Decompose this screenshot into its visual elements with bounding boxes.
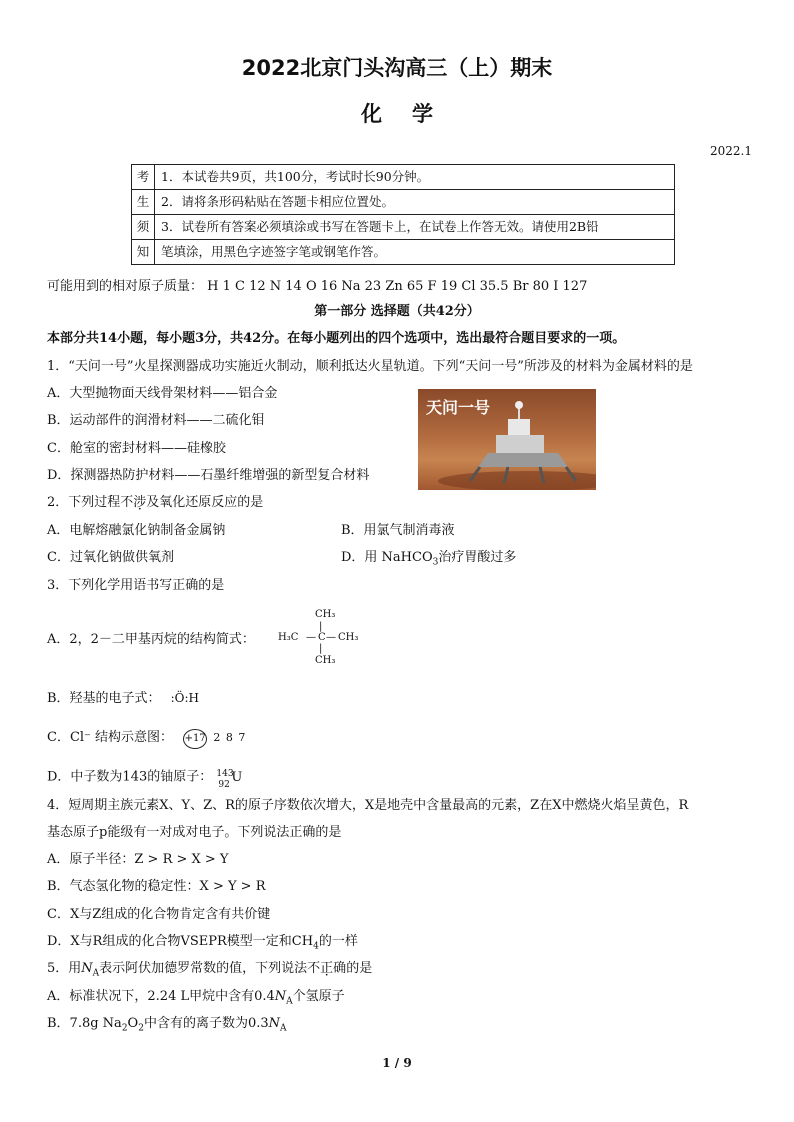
notice-side-1: 考 [132, 165, 155, 190]
notice-side-4: 知 [132, 240, 155, 265]
page-number: 1 / 9 [382, 1056, 412, 1070]
q3-option-c: C．Cl⁻ 结构示意图： +17 2 8 7 [47, 729, 246, 749]
exam-date: 2022.1 [710, 144, 752, 158]
hydroxyl-electron-formula: :Ö:H [170, 691, 199, 705]
q1-option-a: A．大型抛物面天线骨架材料——铝合金 [47, 386, 278, 401]
notice-side-2: 生 [132, 190, 155, 215]
q5-emphasis: 不正确 [307, 961, 347, 976]
uranium-notation: 143 92 U [216, 769, 243, 790]
neopentane-structure: CH₃ H₃C — C — CH₃ | | CH₃ [278, 609, 359, 666]
q4-option-d: D．X与R组成的化合物VSEPR模型一定和$CH_4$的一样 [47, 934, 358, 952]
notice-item-3: 3．试卷所有答案必须填涂或书写在答题卡上，在试卷上作答无效。请使用2B铅 [155, 215, 675, 240]
q2-emphasis: 不涉及 [120, 495, 160, 510]
q4-option-a: A．原子半径：Z > R > X > Y [47, 852, 229, 867]
atomic-masses: 可能用到的相对原子质量： H 1 C 12 N 14 O 16 Na 23 Zn 65 F 19 Cl 35.5 Br 80 I 127 [47, 279, 588, 294]
q3-stem: 3．下列化学用语书写正确的是 [47, 578, 225, 593]
q3-option-a: A．2，2－二甲基丙烷的结构简式： [47, 632, 255, 647]
notice-item-2: 2．请将条形码粘贴在答题卡相应位置处。 [155, 190, 675, 215]
q4-stem-2: 基态原子p能级有一对成对电子。下列说法正确的是 [47, 825, 342, 840]
q1-option-b: B．运动部件的润滑材料——二硫化钼 [47, 413, 265, 428]
q4-stem-1: 4．短周期主族元素X、Y、Z、R的原子序数依次增大，X是地壳中含量最高的元素，Z在X中燃烧火焰呈黄色，R [47, 798, 689, 813]
q5-stem: 5．用$N_A$表示阿伏加德罗常数的值，下列说法不正确的是 [47, 961, 373, 979]
q4-option-c: C．X与Z组成的化合物肯定含有共价键 [47, 907, 271, 922]
tianwen-mars-photo [418, 389, 596, 490]
lander-rover-image [418, 389, 596, 490]
notice-side-3: 须 [132, 215, 155, 240]
exam-title: 2022北京门头沟高三（上）期末 [241, 56, 553, 80]
part1-heading: 第一部分 选择题（共42分） [314, 304, 480, 319]
q1-option-d: D．探测器热防护材料——石墨纤维增强的新型复合材料 [47, 468, 370, 483]
notice-item-1: 1．本试卷共9页，共100分，考试时长90分钟。 [155, 165, 675, 190]
chlorine-shells: 2 8 7 [213, 731, 247, 744]
q3-option-b: B．羟基的电子式： :Ö:H [47, 691, 199, 706]
q2-option-b: B．用氯气制消毒液 [341, 523, 455, 538]
q2-option-d: D．用 NaHCO$_3$治疗胃酸过多 [341, 550, 517, 568]
q1-option-c: C．舱室的密封材料——硅橡胶 [47, 441, 226, 456]
chlorine-nucleus: +17 [183, 729, 207, 749]
notice-item-4: 笔填涂，用黑色字迹签字笔或钢笔作答。 [155, 240, 675, 265]
exam-notice-table [131, 164, 675, 265]
q2-option-a: A．电解熔融氯化钠制备金属钠 [47, 523, 226, 538]
q3-option-d: D．中子数为143的铀原子： 143 92 U [47, 769, 243, 790]
q5-option-b: B．7.8g $Na_2O_2$中含有的离子数为$0.3N_A$ [47, 1016, 287, 1034]
q1-stem: 1．“天问一号”火星探测器成功实施近火制动，顺利抵达火星轨道。下列“天问一号”所涉及的材料为金属材料的是 [47, 359, 693, 374]
q4-option-b: B．气态氢化物的稳定性：X > Y > R [47, 879, 266, 894]
q5-option-a: A．标准状况下，2.24 L甲烷中含有$0.4N_A$个氢原子 [47, 989, 345, 1007]
q2-option-c: C．过氧化钠做供氧剂 [47, 550, 174, 565]
photo-caption: 天问一号 [426, 398, 491, 417]
subject-title: 化学 [361, 102, 463, 126]
part1-instruction: 本部分共14小题，每小题3分，共42分。在每小题列出的四个选项中，选出最符合题目要求的一项。 [47, 331, 626, 346]
q2-stem: 2．下列过程不涉及氧化还原反应的是 [47, 495, 264, 510]
